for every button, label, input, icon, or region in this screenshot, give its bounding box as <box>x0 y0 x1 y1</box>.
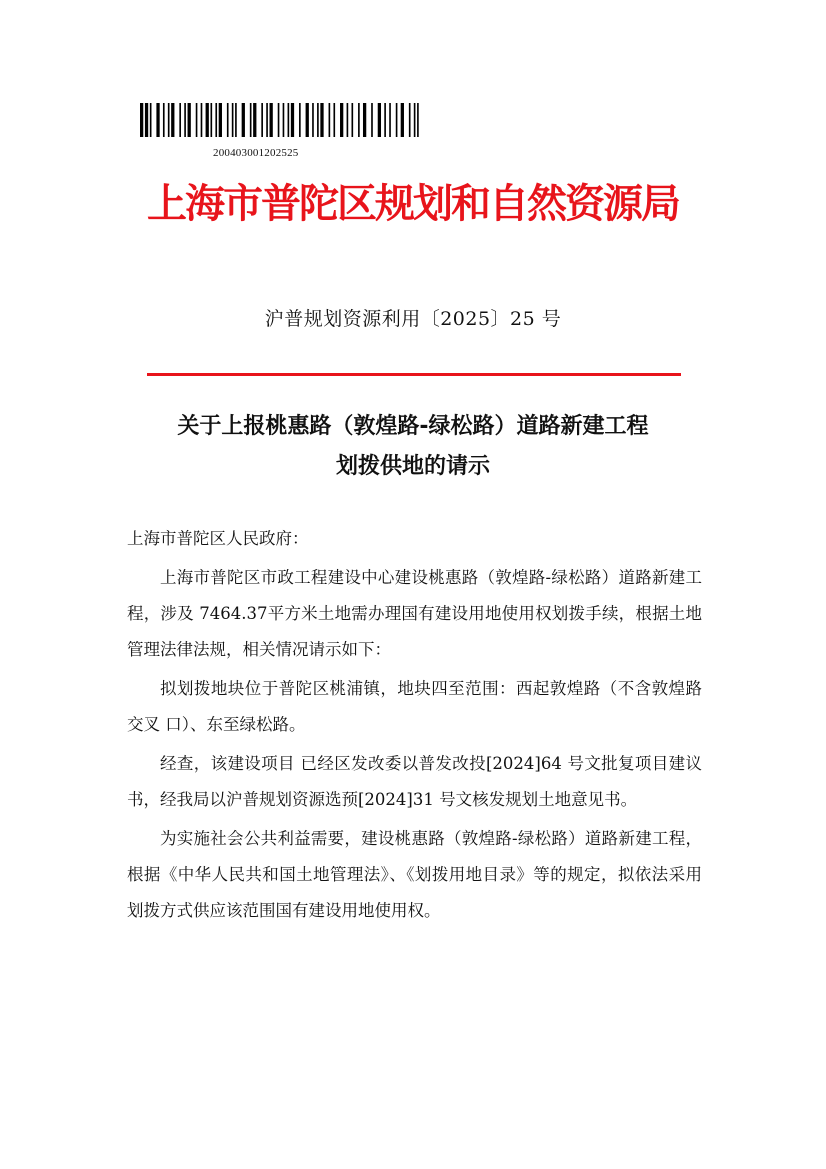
barcode-bar <box>371 103 373 137</box>
salutation: 上海市普陀区人民政府： <box>127 529 309 548</box>
barcode-bar <box>278 103 280 137</box>
document-number: 沪普规划资源利用〔2025〕25 号 <box>264 308 562 330</box>
barcode-bar <box>156 103 159 137</box>
barcode-bar <box>291 103 294 137</box>
barcode-bar <box>171 103 174 137</box>
title-line-2: 划拨供地的请示 <box>335 454 490 479</box>
body-paragraph-1: 上海市普陀区市政工程建设中心建设桃惠路（敦煌路-绿松路）道路新建工程，涉及 7464.37平方米土地需办理国有建设用地使用权划拨手续，根据土地管理法律法规，相关情况请示如下： <box>127 568 702 659</box>
document-title <box>100 407 726 487</box>
barcode-bar <box>219 103 222 137</box>
agency-header: 上海市普陀区规划和自然资源局 <box>147 181 679 227</box>
barcode-bar <box>227 103 229 137</box>
barcode-bar <box>299 103 301 137</box>
document-body <box>127 521 702 932</box>
barcode-bar <box>150 103 152 137</box>
barcode-bar <box>414 103 416 137</box>
barcode-bar <box>358 103 360 137</box>
barcode-bar <box>306 103 309 137</box>
barcode-bar <box>168 103 170 137</box>
barcode-bar <box>352 103 354 137</box>
barcode-bar <box>188 103 191 137</box>
barcode-bar <box>320 103 323 137</box>
barcode-bar <box>196 103 198 137</box>
body-paragraph-4: 为实施社会公共利益需要，建设桃惠路（敦煌路-绿松路）道路新建工程，根据《中华人民共和国土地管理法》、《划拨用地目录》等的规定，拟依法采用划拨方式供应该范围国有建设用地使用权。 <box>127 829 702 920</box>
barcode-bar <box>184 103 186 137</box>
barcode-bar <box>266 103 268 137</box>
barcode-bar <box>270 103 273 137</box>
barcode-bar <box>378 103 381 137</box>
barcode-bar <box>206 103 209 137</box>
body-paragraph-2: 拟划拨地块位于普陀区桃浦镇，地块四至范围：西起敦煌路（不含敦煌路交叉 口）、东至绿松路。 <box>127 679 702 734</box>
barcode-bar <box>253 103 256 137</box>
barcode-bar <box>333 103 335 137</box>
barcode-bar <box>283 103 285 137</box>
barcode-bar <box>340 103 343 137</box>
barcode-bar <box>140 103 143 137</box>
barcode-bar <box>261 103 263 137</box>
barcode-bar <box>250 103 252 137</box>
body-paragraph-3: 经查，该建设项目 已经区发改委以普发改投[2024]64 号文批复项目建议书，经我局以沪普规划资源选预[2024]31 号文核发规划土地意见书。 <box>127 754 702 809</box>
barcode-number: 200403001202525 <box>213 147 299 159</box>
barcode-bar <box>215 103 217 137</box>
barcode-bar <box>347 103 349 137</box>
barcode-bar <box>401 103 404 137</box>
barcode-bar <box>409 103 411 137</box>
barcode-bar <box>242 103 245 137</box>
barcode-bar <box>396 103 398 137</box>
barcode-bar <box>201 103 203 137</box>
barcode-bar <box>389 103 391 137</box>
barcode <box>140 103 422 137</box>
barcode-image <box>140 103 422 137</box>
barcode-bar <box>363 103 366 137</box>
barcode-bar <box>235 103 237 137</box>
barcode-bar <box>288 103 290 137</box>
red-divider-line <box>147 373 681 376</box>
barcode-bar <box>417 103 419 137</box>
barcode-bar <box>211 103 213 137</box>
barcode-bar <box>145 103 148 137</box>
barcode-bar <box>163 103 165 137</box>
barcode-bar <box>384 103 386 137</box>
barcode-bar <box>312 103 314 137</box>
barcode-bar <box>317 103 319 137</box>
title-line-1: 关于上报桃惠路（敦煌路-绿松路）道路新建工程 <box>177 414 649 439</box>
barcode-bar <box>329 103 331 137</box>
barcode-bar <box>232 103 234 137</box>
barcode-bar <box>179 103 181 137</box>
